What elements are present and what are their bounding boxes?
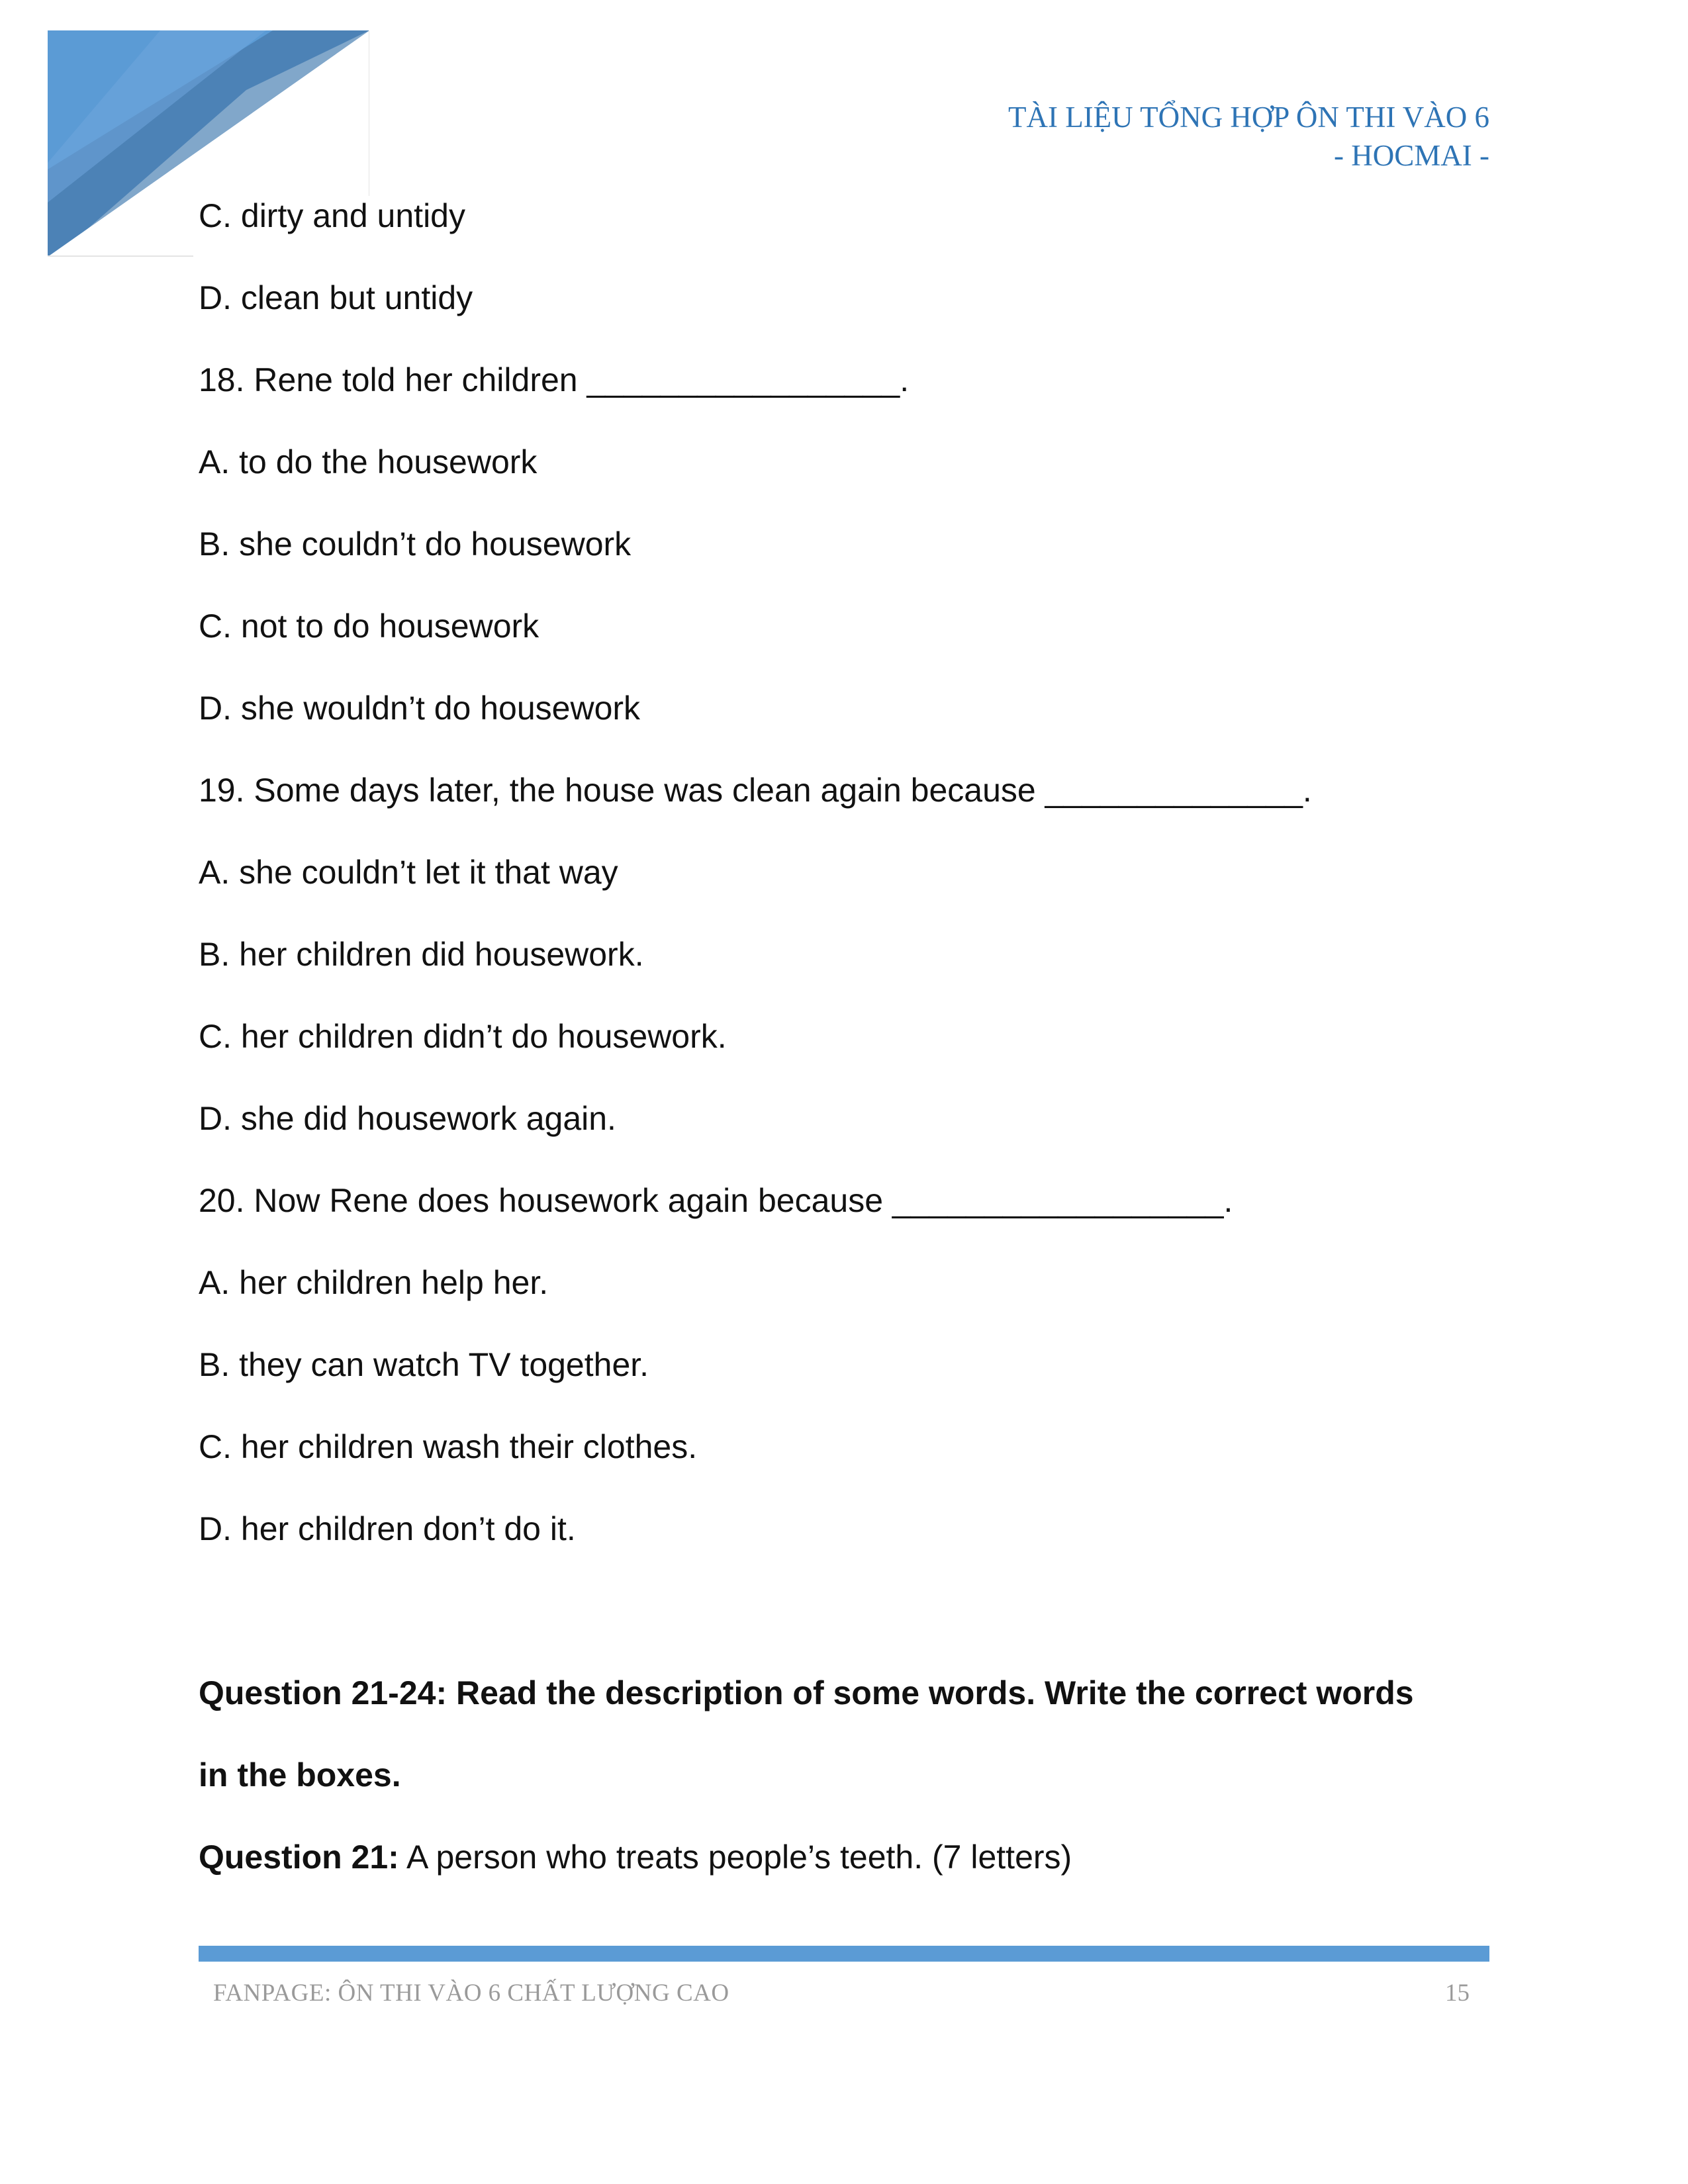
page-header (1008, 98, 1489, 175)
question-21 (199, 1837, 1496, 1919)
q18-option-a: A. to do the housework (199, 443, 538, 480)
q18-option-c: C. not to do housework (199, 608, 539, 645)
q17-option-c: C. dirty and untidy (199, 197, 465, 234)
q19-option-a: A. she couldn’t let it that way (199, 854, 618, 891)
q18-option-d: D. she wouldn’t do housework (199, 690, 641, 727)
section-heading-line-2: in the boxes. (199, 1756, 401, 1794)
question-18: 18. Rene told her children _________________. (199, 361, 910, 398)
q19-option-c: C. her children didn’t do housework. (199, 1018, 727, 1055)
page-number: 15 (1445, 1979, 1470, 2007)
q19-option-b: B. her children did housework. (199, 936, 644, 973)
q17-option-d: D. clean but untidy (199, 279, 473, 316)
document-body (199, 196, 1496, 1919)
header-subtitle: - HOCMAI - (1334, 139, 1489, 172)
header-title: TÀI LIỆU TỔNG HỢP ÔN THI VÀO 6 (1008, 101, 1489, 134)
question-21-label: Question 21: (199, 1839, 399, 1876)
question-19: 19. Some days later, the house was clean again because ______________. (199, 772, 1312, 809)
question-21-text: A person who treats people’s teeth. (7 letters) (399, 1839, 1072, 1876)
q18-option-b: B. she couldn’t do housework (199, 525, 632, 563)
section-heading-line-1: Question 21-24: Read the description of some words. Write the correct words (199, 1674, 1414, 1711)
footer-divider (199, 1946, 1489, 1962)
footer-fanpage: FANPAGE: ÔN THI VÀO 6 CHẤT LƯỢNG CAO (213, 1979, 729, 2007)
spacer (199, 1591, 1496, 1673)
q19-option-d: D. she did housework again. (199, 1100, 616, 1137)
q20-option-d: D. her children don’t do it. (199, 1510, 576, 1547)
q20-option-b: B. they can watch TV together. (199, 1346, 649, 1383)
question-20: 20. Now Rene does housework again because __________________. (199, 1182, 1233, 1219)
q20-option-a: A. her children help her. (199, 1264, 549, 1301)
q20-option-c: C. her children wash their clothes. (199, 1428, 698, 1465)
